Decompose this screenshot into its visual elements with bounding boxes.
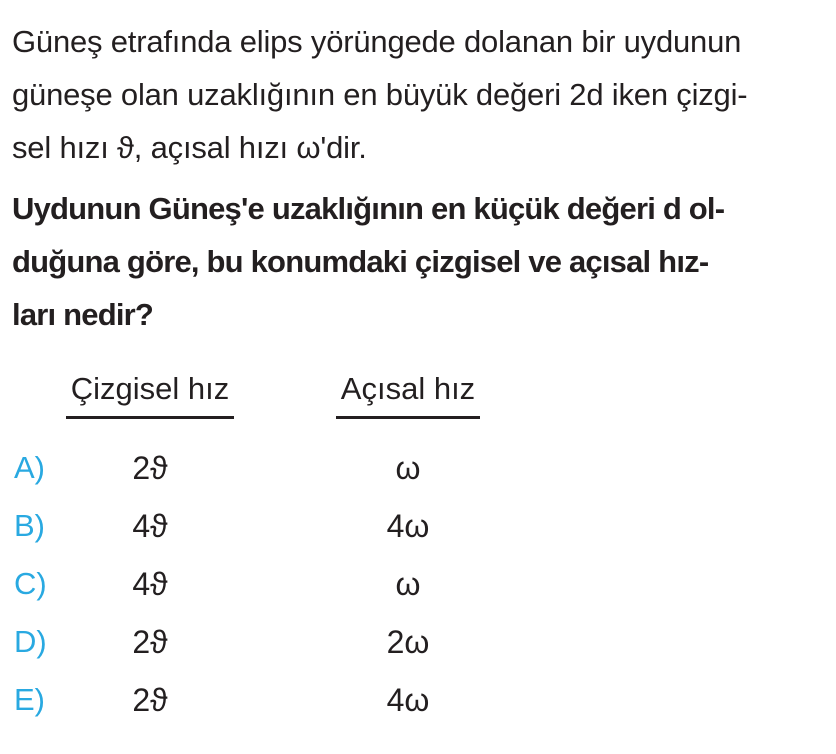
option-row-c[interactable] <box>12 555 812 613</box>
option-b-angular-value: 4ω <box>386 507 430 544</box>
option-row-d[interactable] <box>12 613 812 671</box>
options-list <box>12 439 812 729</box>
stem-line-3: ları nedir? <box>12 297 154 332</box>
option-a-angular-value: ω <box>395 449 421 486</box>
stem-line-2: duğuna göre, bu konumdaki çizgisel ve açısal hız- <box>12 244 709 279</box>
angular-speed-header: Açısal hız <box>336 371 480 419</box>
angular-speed-header-cell <box>310 371 506 419</box>
option-c-angular-value: ω <box>395 565 421 602</box>
option-e-angular-value: 4ω <box>386 681 430 718</box>
option-b-linear-value: 4ϑ <box>132 507 168 544</box>
option-row-b[interactable] <box>12 497 812 555</box>
option-d-angular-value: 2ω <box>386 623 430 660</box>
question-stem <box>12 182 812 341</box>
answer-table-header <box>12 371 812 419</box>
question-intro <box>12 15 812 174</box>
option-letter-b: B) <box>14 508 45 543</box>
option-row-a[interactable] <box>12 439 812 497</box>
option-e-linear-value: 2ϑ <box>132 681 168 718</box>
option-letter-d: D) <box>14 624 47 659</box>
linear-speed-header: Çizgisel hız <box>66 371 235 419</box>
option-letter-c: C) <box>14 566 47 601</box>
answer-table <box>12 371 812 729</box>
option-letter-a: A) <box>14 450 45 485</box>
intro-line-1: Güneş etrafında elips yörüngede dolanan bir uydunun <box>12 24 742 59</box>
linear-speed-header-cell <box>50 371 250 419</box>
option-letter-e: E) <box>14 682 45 717</box>
option-d-linear-value: 2ϑ <box>132 623 168 660</box>
stem-line-1: Uydunun Güneş'e uzaklığının en küçük değeri d ol- <box>12 191 725 226</box>
option-a-linear-value: 2ϑ <box>132 449 168 486</box>
intro-line-3: sel hızı ϑ, açısal hızı ω'dir. <box>12 130 367 165</box>
option-c-linear-value: 4ϑ <box>132 565 168 602</box>
option-row-e[interactable] <box>12 671 812 729</box>
intro-line-2: güneşe olan uzaklığının en büyük değeri 2d iken çizgi- <box>12 77 748 112</box>
